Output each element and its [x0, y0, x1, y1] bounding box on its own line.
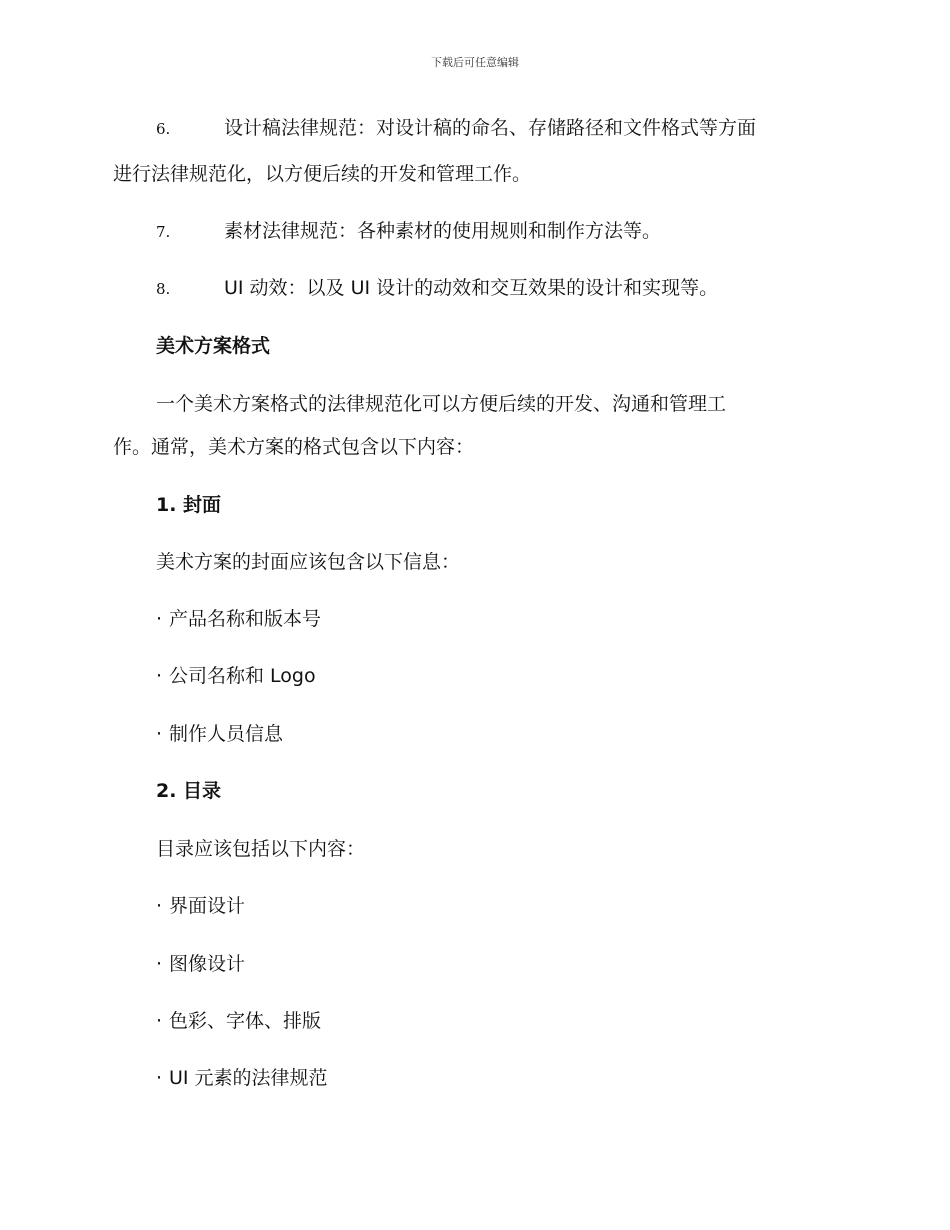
- list-item: · UI 元素的法律规范: [156, 1064, 328, 1092]
- item-text: UI 动效：以及 UI 设计的动效和交互效果的设计和实现等。: [224, 277, 719, 299]
- section-intro-continued: 作。通常，美术方案的格式包含以下内容：: [113, 436, 475, 458]
- bullet-icon: ·: [156, 953, 163, 975]
- list-item: · 界面设计: [156, 892, 245, 920]
- item-number: 6.: [156, 120, 171, 138]
- bullet-icon: ·: [156, 608, 163, 630]
- cover-intro: 美术方案的封面应该包含以下信息：: [156, 551, 461, 573]
- bullet-icon: ·: [156, 723, 163, 745]
- bullet-icon: ·: [156, 665, 163, 687]
- bullet-icon: ·: [156, 895, 163, 917]
- numbered-item-6: [156, 114, 756, 143]
- item-text: 设计稿法律规范：对设计稿的命名、存储路径和文件格式等方面: [224, 117, 757, 139]
- list-item: · 色彩、字体、排版: [156, 1007, 321, 1035]
- list-item: · 制作人员信息: [156, 720, 283, 748]
- list-item: · 产品名称和版本号: [156, 605, 321, 633]
- list-item: · 图像设计: [156, 950, 245, 978]
- item-number: 7.: [156, 223, 171, 241]
- bullet-icon: ·: [156, 1010, 163, 1032]
- item-number: 8.: [156, 280, 171, 298]
- section-title: 美术方案格式: [156, 335, 271, 357]
- numbered-item-7: [156, 217, 661, 246]
- section-intro: 一个美术方案格式的法律规范化可以方便后续的开发、沟通和管理工: [156, 393, 727, 415]
- page-header: 下载后可任意编辑: [431, 56, 519, 69]
- cover-heading: 1. 封面: [156, 494, 222, 516]
- list-item: · 公司名称和 Logo: [156, 662, 316, 690]
- item-text: 素材法律规范：各种素材的使用规则和制作方法等。: [224, 220, 662, 242]
- bullet-icon: ·: [156, 1067, 163, 1089]
- toc-intro: 目录应该包括以下内容：: [156, 838, 366, 860]
- numbered-item-6-continued: 进行法律规范化，以方便后续的开发和管理工作。: [113, 163, 532, 185]
- toc-heading: 2. 目录: [156, 780, 222, 802]
- numbered-item-8: [156, 274, 718, 303]
